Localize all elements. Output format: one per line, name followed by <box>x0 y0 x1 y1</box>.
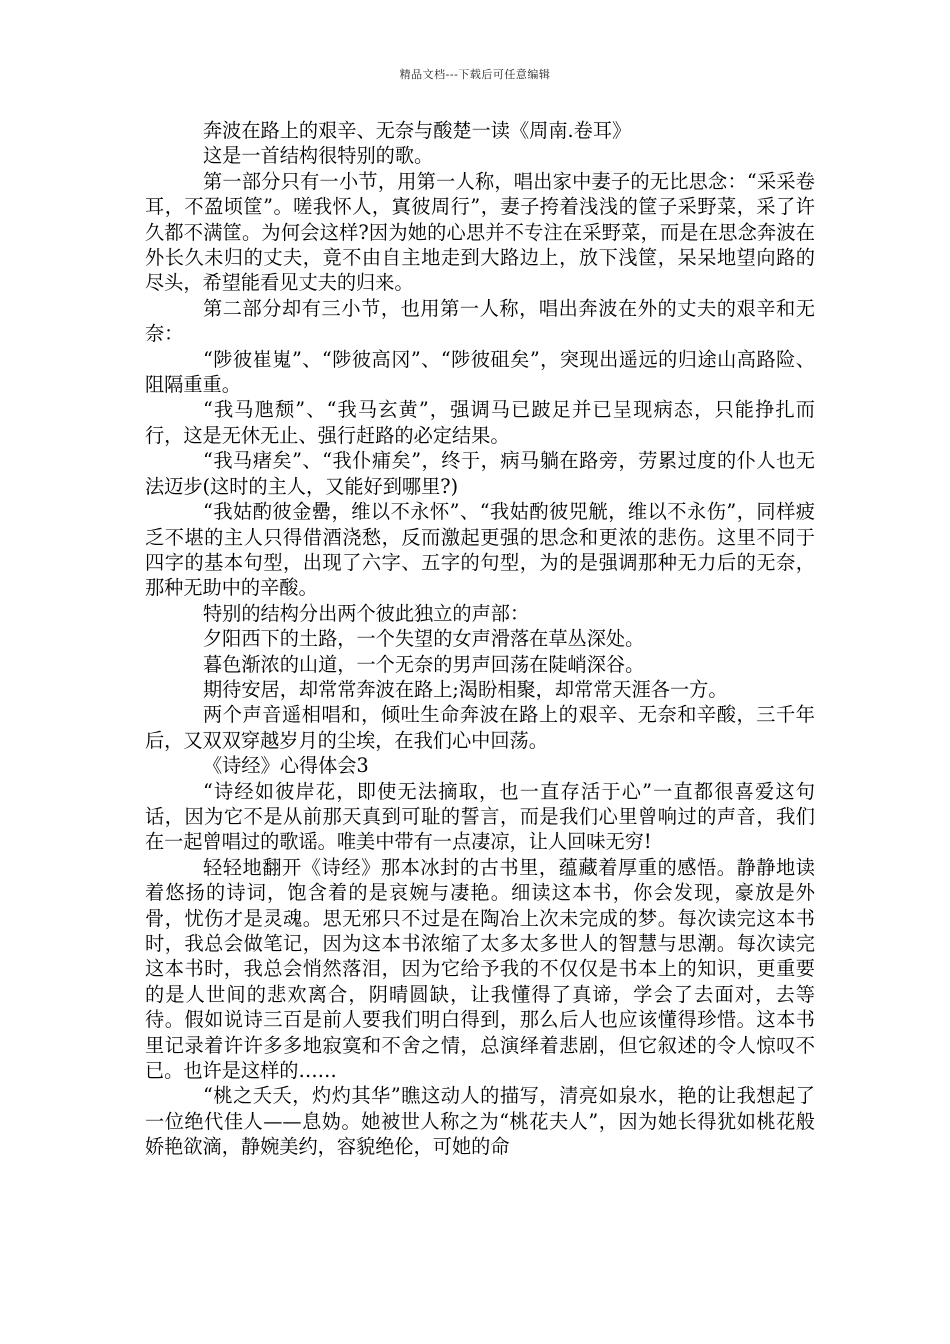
paragraph: 特别的结构分出两个彼此独立的声部： <box>203 601 530 625</box>
paragraph: 两个声音遥相唱和，倾吐生命奔波在路上的艰辛、无奈和辛酸，三千年后，又双双穿越岁月的尘埃，在我们心中回荡。 <box>145 703 815 752</box>
paragraph: “我姑酌彼金罍，维以不永怀”、“我姑酌彼兕觥，维以不永伤”，同样疲乏不堪的主人只得借酒浇愁，反而激起更强的思念和更浓的悲伤。这里不同于四字的基本句型，出现了六字、五字的句型，为的是强调那种无力后的无奈，那种无助中的辛酸。 <box>145 500 815 600</box>
article-title: 奔波在路上的艰辛、无奈与酸楚一读《周南.卷耳》 <box>203 119 632 142</box>
paragraph: 第二部分却有三小节，也用第一人称，唱出奔波在外的丈夫的艰辛和无奈： <box>145 296 815 346</box>
paragraph: “诗经如彼岸花，即使无法摘取，也一直存活于心”一直都很喜爱这句话，因为它不是从前那天真到可耻的誓言，而是我们心里曾响过的声音，我们在一起曾唱过的歌谣。唯美中带有一点凄凉，让人回味无穷! <box>145 779 815 854</box>
document-body <box>145 118 815 1160</box>
paragraph: “陟彼崔嵬”、“陟彼高冈”、“陟彼砠矣”，突现出遥远的归途山高路险、阻隔重重。 <box>145 347 815 397</box>
paragraph: 第一部分只有一小节，用第一人称，唱出家中妻子的无比思念：“采采卷耳，不盈顷筐”。嗟我怀人，寘彼周行”，妻子挎着浅浅的筐子采野菜，采了许久都不满筐。为何会这样?因为她的心思并不专注在采野菜，而是在思念奔波在外长久未归的丈夫，竟不由自主地走到大路边上，放下浅筐，呆呆地望向路的尽头，希望能看见丈夫的归来。 <box>145 169 815 295</box>
page-header: 精品文档---下载后可任意编辑 <box>399 68 551 81</box>
paragraph: 这是一首结构很特别的歌。 <box>203 144 434 168</box>
paragraph: “我马瘏矣”、“我仆痡矣”，终于，病马躺在路旁，劳累过度的仆人也无法迈步(这时的主人，又能好到哪里?) <box>145 449 815 498</box>
paragraph: 轻轻地翻开《诗经》那本冰封的古书里，蕴藏着厚重的感悟。静静地读着悠扬的诗词，饱含着的是哀婉与凄艳。细读这本书，你会发现，豪放是外骨，忧伤才是灵魂。思无邪只不过是在陶冶上次未完成的梦。每次读完这本书时，我总会做笔记，因为这本书浓缩了太多太多世人的智慧与思潮。每次读完这本书时，我总会悄然落泪，因为它给予我的不仅仅是书本上的知识，更重要的是人世间的悲欢离合，阴晴圆缺，让我懂得了真谛，学会了去面对，去等待。假如说诗三百是前人要我们明白得到，那么后人也应该懂得珍惜。这本书里记录着许许多多地寂寞和不舍之情，总演绎着悲剧，但它叙述的令人惊叹不已。也许是这样的…… <box>145 855 815 1083</box>
paragraph: 暮色渐浓的山道，一个无奈的男声回荡在陡峭深谷。 <box>203 652 645 676</box>
paragraph: “我马虺颓”、“我马玄黄”，强调马已跛足并已呈现病态，只能挣扎而行，这是无休无止、强行赶路的必定结果。 <box>145 398 815 447</box>
section-heading: 《诗经》心得体会3 <box>203 754 369 778</box>
paragraph: 期待安居，却常常奔波在路上;渴盼相聚，却常常天涯各一方。 <box>203 677 728 701</box>
paragraph: 夕阳西下的土路，一个失望的女声滑落在草丛深处。 <box>203 627 645 651</box>
paragraph: “桃之夭夭，灼灼其华”瞧这动人的描写，清亮如泉水，艳的让我想起了一位绝代佳人——息妫。她被世人称之为“桃花夫人”，因为她长得犹如桃花般娇艳欲滴，静婉美约，容貌绝伦，可她的命 <box>145 1084 815 1159</box>
